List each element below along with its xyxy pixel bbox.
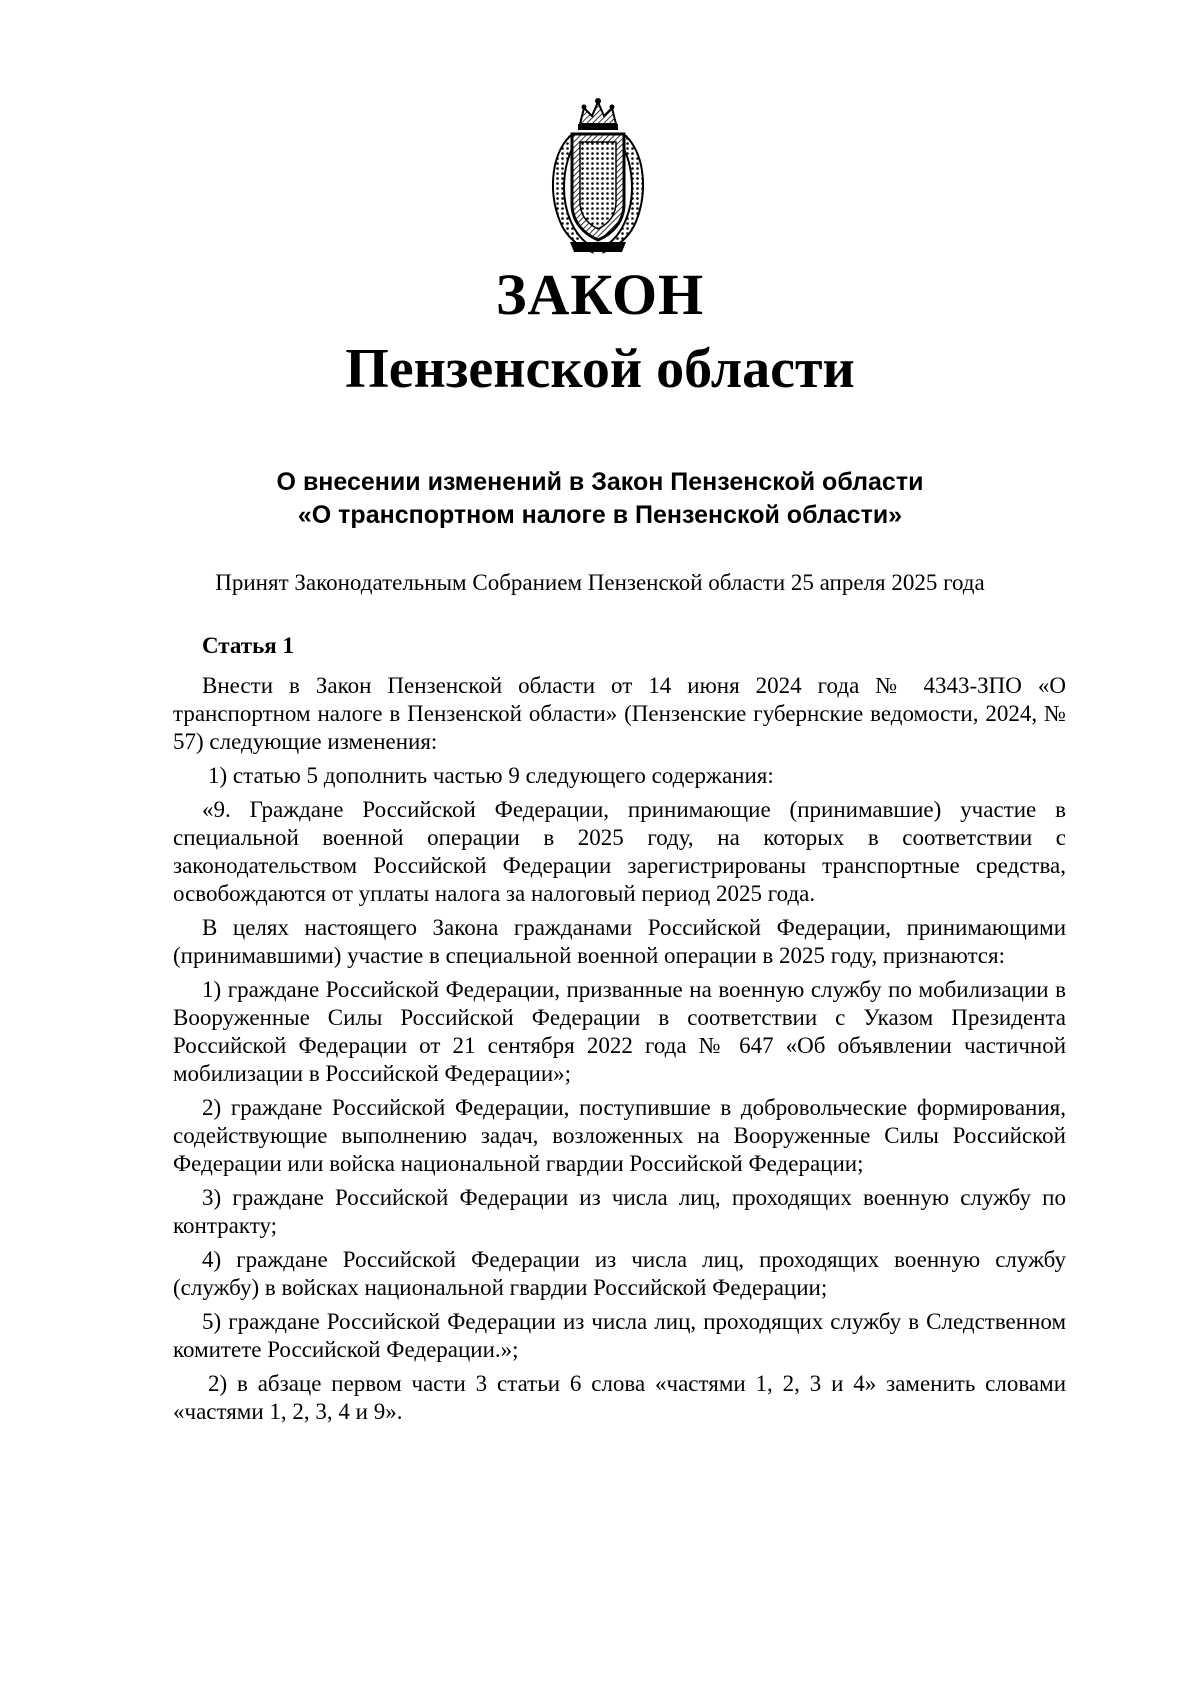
list-item: 4) граждане Российской Федерации из числа лиц, проходящих военную службу (службу) в войсках национальной гвардии Российской Федерации; (173, 1247, 1066, 1300)
list-item: 1) граждане Российской Федерации, призванные на военную службу по мобилизации в Вооруженные Силы Российской Федерации в соответствии с Указом Президента Российской Федерации от 21 сентября 2022 года № 647 «Об объявлении частичной мобилизации в Российской Федерации»; (173, 977, 1066, 1086)
article-paragraph: «9. Граждане Российской Федерации, принимающие (принимавшие) участие в специальной военной операции в 2025 году, на которых в соответствии с законодательством Российской Федерации зарегистрированы транспортные средства, освобождаются от уплаты налога за налоговый период 2025 года. (173, 797, 1066, 906)
article-heading: Статья 1 (202, 633, 294, 658)
article-paragraph: В целях настоящего Закона гражданами Российской Федерации, принимающими (принимавшими) участие в специальной военной операции в 2025 году, признаются: (173, 915, 1066, 968)
article-paragraph: Внести в Закон Пензенской области от 14 июня 2024 года № 4343-ЗПО «О транспортном налоге в Пензенской области» (Пензенские губернские ведомости, 2024, № 57) следующие изменения: (173, 673, 1066, 754)
list-item: 5) граждане Российской Федерации из числа лиц, проходящих службу в Следственном комитете Российской Федерации.»; (173, 1309, 1066, 1362)
amendment-item: 1) статью 5 дополнить частью 9 следующего содержания: (208, 763, 774, 788)
list-item: 3) граждане Российской Федерации из числа лиц, проходящих военную службу по контракту; (173, 1185, 1066, 1238)
list-item: 2) граждане Российской Федерации, поступившие в добровольческие формирования, содействующие выполнению задач, возложенных на Вооруженные Силы Российской Федерации или войска национальной гвардии Российской Федерации; (173, 1095, 1066, 1176)
document-type-title: ЗАКОН (495, 262, 705, 327)
adoption-note: Принят Законодательным Собранием Пензенской области 25 апреля 2025 года (215, 570, 985, 595)
article-body (173, 632, 1066, 1432)
issuing-region-title: Пензенской области (345, 338, 855, 400)
amendment-item: 2) в абзаце первом части 3 статьи 6 слова «частями 1, 2, 3 и 4» заменить словами «частями 1, 2, 3, 4 и 9». (173, 1371, 1066, 1424)
law-name (150, 466, 1050, 532)
law-name-line-2: «О транспортном налоге в Пензенской области» (297, 501, 903, 529)
law-name-line-1: О внесении изменений в Закон Пензенской области (276, 468, 924, 496)
coat-of-arms-icon (540, 96, 656, 256)
